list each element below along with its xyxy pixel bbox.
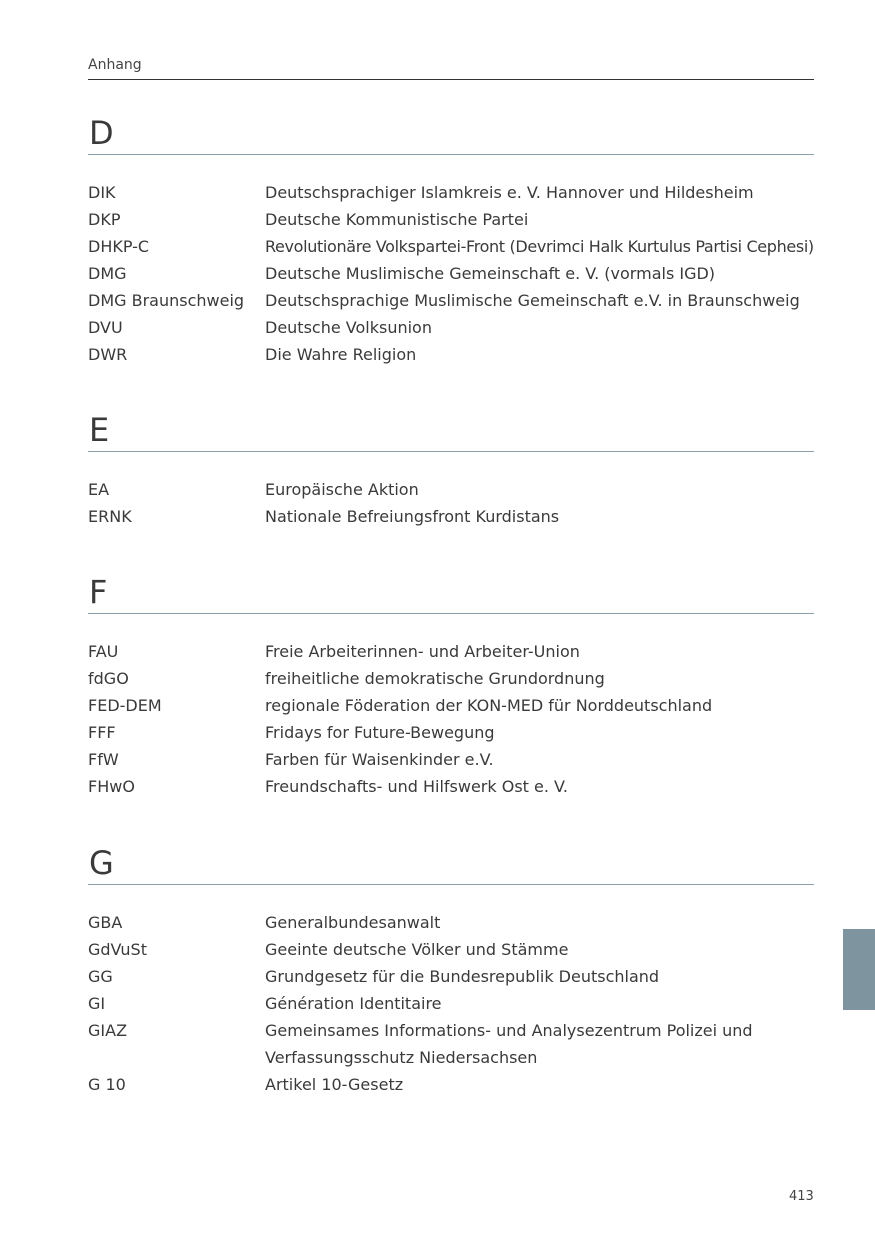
entry-abbreviation: GdVuSt bbox=[88, 940, 147, 959]
entry-abbreviation: GG bbox=[88, 967, 113, 986]
entry-description: Revolutionäre Volkspartei-Front (Devrimci Halk Kurtulus Partisi Cephesi) bbox=[265, 237, 814, 256]
entry-description-line-2: Verfassungsschutz Niedersachsen bbox=[265, 1048, 538, 1067]
entry-abbreviation: GBA bbox=[88, 913, 123, 932]
entry-description: Grundgesetz für die Bundesrepublik Deutschland bbox=[265, 967, 660, 986]
entry-row bbox=[88, 692, 814, 719]
entry-description: Freie Arbeiterinnen- und Arbeiter-Union bbox=[265, 642, 580, 661]
entry-row bbox=[88, 233, 814, 260]
entry-abbreviation: DMG bbox=[88, 264, 127, 283]
entry-row bbox=[88, 314, 814, 341]
entry-description: Freundschafts- und Hilfswerk Ost e. V. bbox=[265, 777, 568, 796]
entry-row bbox=[88, 773, 814, 800]
header-rule bbox=[88, 79, 814, 80]
section-rule bbox=[88, 884, 814, 885]
entry-description: Deutsche Muslimische Gemeinschaft e. V. (vormals IGD) bbox=[265, 264, 716, 283]
entry-abbreviation: FFF bbox=[88, 723, 116, 742]
entry-row bbox=[88, 179, 814, 206]
entry-abbreviation: DVU bbox=[88, 318, 123, 337]
entry-row bbox=[88, 990, 814, 1017]
entry-abbreviation: FHwO bbox=[88, 777, 135, 796]
running-header: Anhang bbox=[88, 57, 142, 73]
section-f bbox=[88, 574, 814, 800]
entry-row bbox=[88, 341, 814, 368]
entry-row bbox=[88, 909, 814, 936]
entry-abbreviation: FfW bbox=[88, 750, 119, 769]
entry-row bbox=[88, 206, 814, 233]
entry-description: Europäische Aktion bbox=[265, 480, 419, 499]
entry-abbreviation: fdGO bbox=[88, 669, 129, 688]
entry-description: Die Wahre Religion bbox=[265, 345, 417, 364]
entry-description-line-1: Gemeinsames Informations- und Analysezentrum Polizei und bbox=[265, 1021, 753, 1040]
entry-row bbox=[88, 260, 814, 287]
chapter-tab-marker bbox=[843, 929, 875, 1010]
section-g bbox=[88, 845, 814, 1098]
entry-abbreviation: GIAZ bbox=[88, 1021, 128, 1040]
entry-abbreviation: G 10 bbox=[88, 1075, 126, 1094]
section-letter: F bbox=[89, 573, 108, 611]
entry-list bbox=[88, 476, 814, 530]
section-letter: D bbox=[89, 114, 114, 152]
entry-row bbox=[88, 638, 814, 665]
entry-description: Geeinte deutsche Völker und Stämme bbox=[265, 940, 569, 959]
entry-row bbox=[88, 963, 814, 990]
section-d bbox=[88, 115, 814, 368]
entry-description: Generalbundesanwalt bbox=[265, 913, 441, 932]
entry-row bbox=[88, 746, 814, 773]
entry-row bbox=[88, 503, 814, 530]
entry-description: Génération Identitaire bbox=[265, 994, 442, 1013]
entry-abbreviation: DHKP-C bbox=[88, 237, 150, 256]
entry-row bbox=[88, 1017, 814, 1071]
entry-list bbox=[88, 909, 814, 1098]
entry-abbreviation: EA bbox=[88, 480, 110, 499]
entry-description: Artikel 10-Gesetz bbox=[265, 1075, 404, 1094]
section-letter: G bbox=[89, 844, 114, 882]
entry-description bbox=[265, 1017, 814, 1071]
entry-abbreviation: DMG Braunschweig bbox=[88, 291, 245, 310]
entry-abbreviation: GI bbox=[88, 994, 106, 1013]
entry-description: Fridays for Future-Bewegung bbox=[265, 723, 495, 742]
entry-description: Farben für Waisenkinder e.V. bbox=[265, 750, 494, 769]
section-rule bbox=[88, 613, 814, 614]
entry-description: Deutsche Kommunistische Partei bbox=[265, 210, 529, 229]
entry-row bbox=[88, 665, 814, 692]
entry-row bbox=[88, 1071, 814, 1098]
entry-row bbox=[88, 287, 814, 314]
entry-list bbox=[88, 638, 814, 800]
entry-abbreviation: DKP bbox=[88, 210, 121, 229]
entry-list bbox=[88, 179, 814, 368]
entry-abbreviation: ERNK bbox=[88, 507, 132, 526]
entry-row bbox=[88, 719, 814, 746]
entry-description: Deutschsprachiger Islamkreis e. V. Hannover und Hildesheim bbox=[265, 183, 754, 202]
section-letter: E bbox=[89, 411, 110, 449]
section-e bbox=[88, 412, 814, 530]
entry-description: Deutschsprachige Muslimische Gemeinschaft e.V. in Braunschweig bbox=[265, 291, 800, 310]
entry-description: freiheitliche demokratische Grundordnung bbox=[265, 669, 605, 688]
entry-abbreviation: FED-DEM bbox=[88, 696, 162, 715]
entry-abbreviation: DWR bbox=[88, 345, 128, 364]
entry-description: regionale Föderation der KON-MED für Norddeutschland bbox=[265, 696, 713, 715]
page-number: 413 bbox=[789, 1189, 814, 1204]
entry-row bbox=[88, 476, 814, 503]
entry-description: Nationale Befreiungsfront Kurdistans bbox=[265, 507, 560, 526]
section-rule bbox=[88, 154, 814, 155]
section-rule bbox=[88, 451, 814, 452]
entry-abbreviation: FAU bbox=[88, 642, 119, 661]
entry-abbreviation: DIK bbox=[88, 183, 116, 202]
entry-row bbox=[88, 936, 814, 963]
entry-description: Deutsche Volksunion bbox=[265, 318, 432, 337]
